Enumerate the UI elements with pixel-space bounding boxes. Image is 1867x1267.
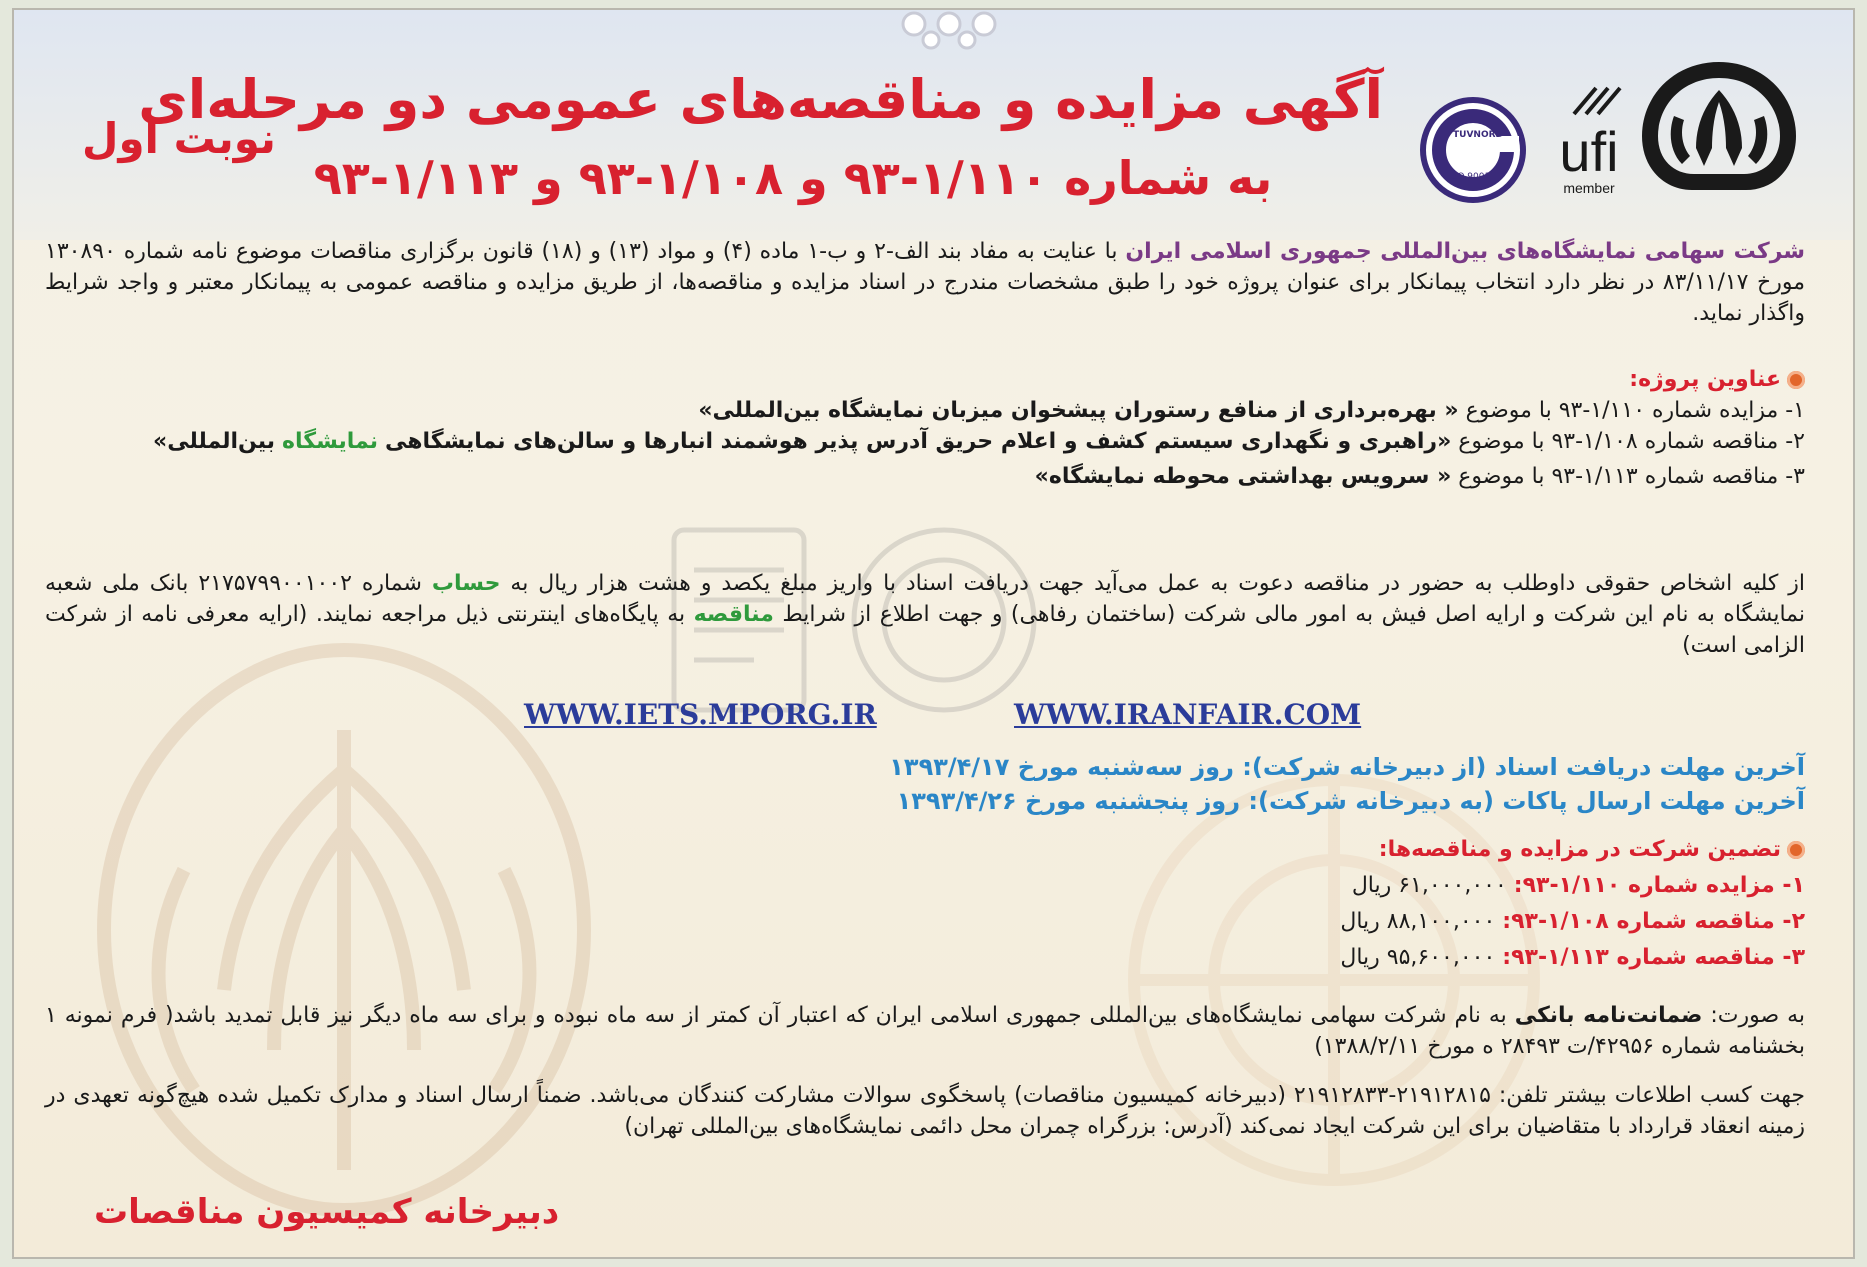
ufi-swoosh-icon xyxy=(1544,80,1634,120)
deadline-packages: آخرین مهلت ارسال پاکات (به دبیرخانه شرکت): روز پنجشنبه مورخ ۱۳۹۳/۴/۲۶ xyxy=(896,787,1805,815)
project-2-highlight: نمایشگاه xyxy=(282,429,379,454)
contact-text: جهت کسب اطلاعات بیشتر تلفن: ۲۱۹۱۲۸۱۵-۲۱۹۱۲۸۳۳ (دبیرخانه کمیسیون مناقصات) پاسخگوی سوالات مشارکت کنندگان می‌باشد. ضمناً ارسال اسناد و مدارک تکمیل شده هیچ‌گونه تعهدی در زمینه انعقاد قرارداد با متقاضیان برای این شرکت ایجاد نمی‌کند (آدرس: بزرگراه چمران محل دائمی نمایشگاه‌های بین‌المللی تهران) xyxy=(45,1083,1805,1139)
guarantee-form-paragraph xyxy=(45,1000,1805,1062)
project-2-number: ۲- مناقصه شماره ۱/۱۰۸-۹۳ با موضوع xyxy=(1458,429,1805,454)
bullet-icon xyxy=(1787,841,1805,859)
project-2-end: بین‌المللی» xyxy=(153,429,276,454)
projects-heading: عناوین پروژه: xyxy=(1629,367,1781,392)
guarantee-2-label: ۲- مناقصه شماره ۱/۱۰۸-۹۳: xyxy=(1502,909,1805,934)
fair-emblem-logo-icon xyxy=(1634,56,1804,196)
notice-numbers: به شماره ۱/۱۱۰-۹۳ و ۱/۱۰۸-۹۳ و ۱/۱۱۳-۹۳ xyxy=(313,151,1273,205)
deadlines xyxy=(45,750,1805,818)
bank-guarantee-term: ضمانت‌نامه بانکی xyxy=(1514,1003,1703,1028)
company-name: شرکت سهامی نمایشگاه‌های بین‌المللی جمهوری اسلامی ایران xyxy=(1125,239,1806,264)
intro-paragraph xyxy=(45,236,1805,329)
projects-section xyxy=(45,364,1805,492)
intro-text: با عنایت به مفاد بند الف-۲ و ب-۱ ماده (۴) و مواد (۱۳) و (۱۸) قانون برگزاری مناقصات موضوع نامه شماره ۱۳۰۸۹۰ مورخ ۸۳/۱۱/۱۷ در نظر دارد انتخاب پیمانکار برای عنوان پروژه خود را طبق مشخصات مندرج در اسناد مزایده و مناقصه‌ها، از طریق مزایده و مناقصه عمومی به پیمانکار معتبر و واجد شرایط واگذار نماید. xyxy=(45,239,1805,326)
guarantee-3-amount: ۹۵,۶۰۰,۰۰۰ ریال xyxy=(1340,945,1503,970)
guarantee-form-text-a: به صورت: xyxy=(1702,1003,1805,1028)
guarantee-1-label: ۱- مزایده شماره ۱/۱۱۰-۹۳: xyxy=(1513,873,1805,898)
iso-text: ISO 9001 xyxy=(1449,172,1491,182)
invitation-highlight-account: حساب xyxy=(431,571,501,596)
guarantee-2-amount: ۸۸,۱۰۰,۰۰۰ ریال xyxy=(1340,909,1503,934)
tuv-text: TUVNORD xyxy=(1453,130,1503,140)
signature: دبیرخانه کمیسیون مناقصات xyxy=(94,1192,560,1232)
project-item-3 xyxy=(45,461,1805,492)
publication-round: نوبت اول xyxy=(82,114,276,163)
guarantee-heading: تضمین شرکت در مزایده و مناقصه‌ها: xyxy=(1378,837,1781,862)
tuv-iso-logo xyxy=(1419,96,1527,204)
notice-title: آگهی مزایده و مناقصه‌های عمومی دو مرحله‌ای xyxy=(138,68,1383,131)
project-3-subject: « سرویس بهداشتی محوطه نمایشگاه» xyxy=(1034,464,1452,489)
guarantee-1-amount: ۶۱,۰۰۰,۰۰۰ ریال xyxy=(1351,873,1514,898)
website-links xyxy=(524,698,1384,738)
ufi-member-text: member xyxy=(1563,180,1615,196)
project-1-subject: « بهره‌برداری از منافع رستوران پیشخوان میزبان نمایشگاه بین‌المللی» xyxy=(698,398,1459,423)
project-3-number: ۳- مناقصه شماره ۱/۱۱۳-۹۳ با موضوع xyxy=(1458,464,1805,489)
guarantee-item-2 xyxy=(45,904,1805,940)
project-1-number: ۱- مزایده شماره ۱/۱۱۰-۹۳ با موضوع xyxy=(1465,398,1805,423)
invitation-highlight-tender: مناقصه xyxy=(693,602,774,627)
guarantee-3-label: ۳- مناقصه شماره ۱/۱۱۳-۹۳: xyxy=(1502,945,1805,970)
ornament-icon xyxy=(894,10,1004,50)
contact-paragraph xyxy=(45,1080,1805,1142)
bullet-icon xyxy=(1787,371,1805,389)
invitation-text-c: به پایگاه‌های اینترنتی ذیل مراجعه نمایند. (ارایه معرفی نامه از شرکت الزامی است) xyxy=(45,602,1805,658)
ufi-logo xyxy=(1544,80,1634,210)
project-item-1 xyxy=(45,395,1805,426)
iets-link[interactable]: WWW.IETS.MPORG.IR xyxy=(524,698,877,731)
deadline-documents: آخرین مهلت دریافت اسناد (از دبیرخانه شرکت): روز سه‌شنبه مورخ ۱۳۹۳/۴/۱۷ xyxy=(889,753,1805,781)
iranfair-link[interactable]: WWW.IRANFAIR.COM xyxy=(1014,698,1362,731)
ufi-text: ufi xyxy=(1559,120,1619,183)
invitation-paragraph xyxy=(45,568,1805,661)
guarantee-item-3 xyxy=(45,940,1805,976)
guarantee-section xyxy=(45,832,1805,976)
project-2-subject: «راهبری و نگهداری سیستم کشف و اعلام حریق آدرس پذیر هوشمند انبارها و سالن‌های نمایشگاهی xyxy=(385,429,1452,454)
invitation-text-a: از کلیه اشخاص حقوقی داوطلب به حضور در مناقصه دعوت به عمل می‌آید جهت دریافت اسناد با واریز مبلغ یکصد و هشت هزار ریال به xyxy=(510,571,1805,596)
guarantee-form-text-b: به نام شرکت سهامی نمایشگاه‌های بین‌المللی جمهوری اسلامی ایران که اعتبار آن کمتر از سه ماه نبوده و برای سه ماه دیگر نیز قابل تمدید باشد( فرم نمونه ۱ بخشنامه شماره ۴۲۹۵۶/ت ۲۸۴۹۳ ه مورخ ۱۳۸۸/۲/۱۱) xyxy=(45,1003,1805,1059)
guarantee-item-1 xyxy=(45,868,1805,904)
project-item-2 xyxy=(45,426,1805,457)
notice-paper xyxy=(12,8,1855,1259)
tuv-seal-icon xyxy=(1419,96,1527,204)
invitation-text-b: شماره ۲۱۷۵۷۹۹۰۰۱۰۰۲ بانک ملی شعبه نمایشگاه به نام این شرکت و ارایه اصل فیش به امور مالی شرکت (ساختمان رفاهی) و جهت اطلاع از شرایط xyxy=(45,571,1805,627)
